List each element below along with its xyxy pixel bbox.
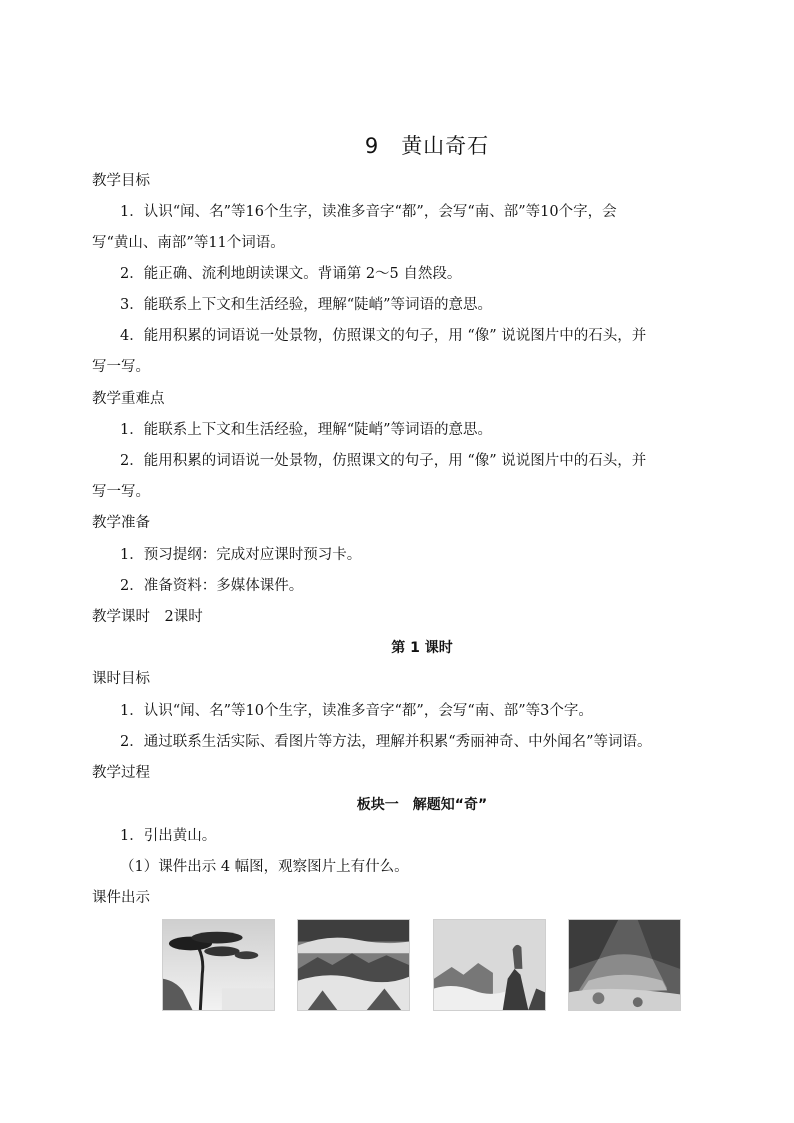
- step-1: 1．引出黄山。: [120, 828, 217, 844]
- process-heading: 教学过程: [92, 765, 150, 781]
- lesson-goal-2: 2．通过联系生活实际、看图片等方法，理解并积累“秀丽神奇、中外闻名”等词语。: [120, 734, 652, 750]
- pine-tree-photo: [162, 919, 275, 1011]
- mountain-stream-photo: [568, 919, 681, 1011]
- courseware-label: 课件出示: [92, 890, 150, 906]
- lesson-goals-heading: 课时目标: [92, 671, 150, 687]
- key-point-2-line-1: 2．能用积累的词语说一处景物，仿照课文的句子，用 “像” 说说图片中的石头，并: [120, 453, 647, 469]
- key-point-1: 1．能联系上下文和生活经验，理解“陡峭”等词语的意思。: [120, 422, 493, 438]
- lesson-1-heading: 第 1 课时: [391, 640, 453, 656]
- goal-4-line-1: 4．能用积累的词语说一处景物，仿照课文的句子，用 “像” 说说图片中的石头，并: [120, 328, 647, 344]
- goal-1-line-2: 写“黄山、南部”等11个词语。: [92, 235, 285, 251]
- goal-2: 2．能正确、流利地朗读课文。背诵第 2～5 自然段。: [120, 266, 462, 282]
- lesson-title: 黄山奇石: [401, 134, 490, 158]
- goals-heading: 教学目标: [92, 173, 150, 189]
- goal-3: 3．能联系上下文和生活经验，理解“陡峭”等词语的意思。: [120, 297, 493, 313]
- key-points-heading: 教学重难点: [92, 391, 165, 407]
- key-point-2-line-2: 写一写。: [92, 484, 150, 500]
- goal-1-line-1: 1．认识“闻、名”等16个生字，读准多音字“都”，会写“南、部”等10个字，会: [120, 204, 617, 220]
- page-title: [0, 130, 794, 160]
- lesson-number: 9: [364, 134, 380, 158]
- step-1a: （1）课件出示 4 幅图，观察图片上有什么。: [120, 859, 409, 875]
- strange-rock-photo: [433, 919, 546, 1011]
- goal-4-line-2: 写一写。: [92, 359, 150, 375]
- block-1-heading: 板块一 解题知“奇”: [356, 797, 488, 813]
- preparation-1: 1．预习提纲：完成对应课时预习卡。: [120, 547, 362, 563]
- sea-of-clouds-photo: [297, 919, 410, 1011]
- preparation-2: 2．准备资料：多媒体课件。: [120, 578, 304, 594]
- teaching-hours: 教学课时 2课时: [92, 609, 203, 625]
- preparation-heading: 教学准备: [92, 515, 150, 531]
- lesson-goal-1: 1．认识“闻、名”等10个生字，读准多音字“都”，会写“南、部”等3个字。: [120, 703, 593, 719]
